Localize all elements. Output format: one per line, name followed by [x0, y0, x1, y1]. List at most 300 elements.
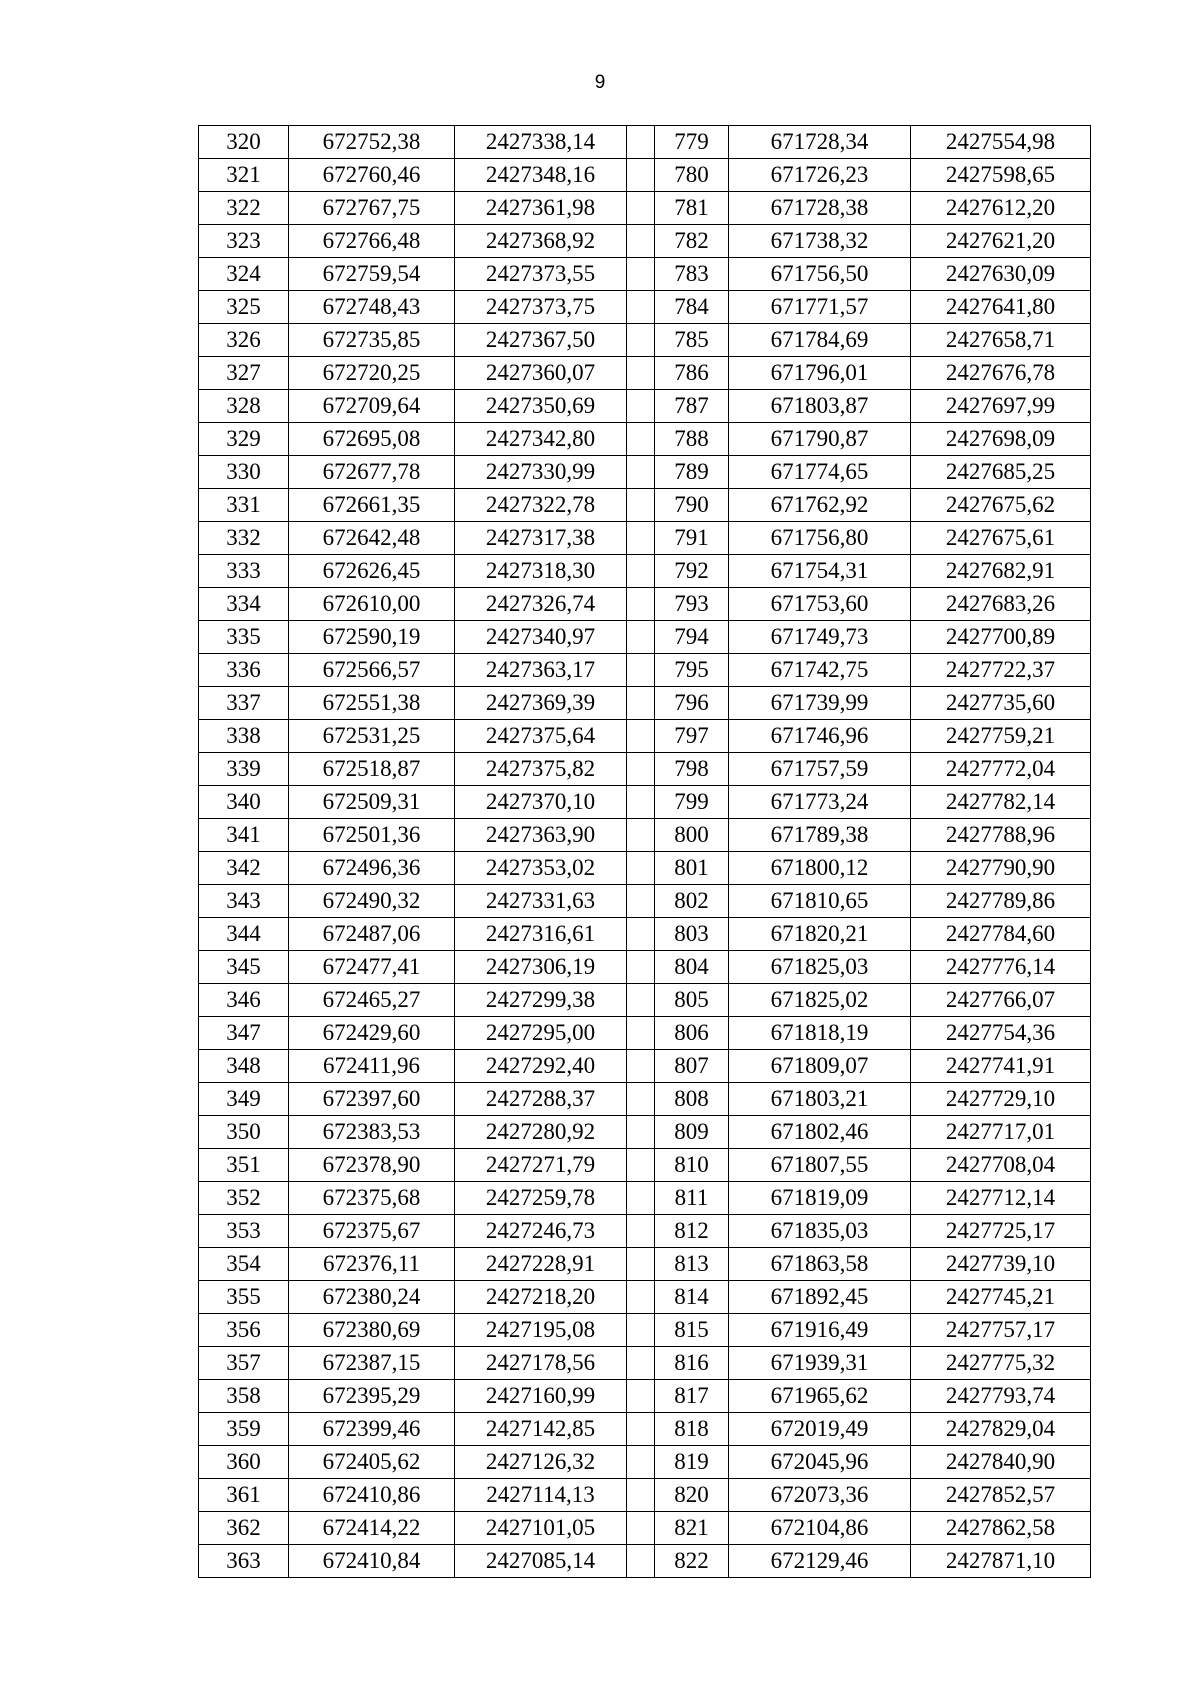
left-x-coordinate-cell: 672490,32 [289, 885, 455, 918]
table-row [199, 1215, 1091, 1248]
spacer-cell [627, 1149, 655, 1182]
spacer-cell [627, 1281, 655, 1314]
table-row [199, 291, 1091, 324]
left-x-coordinate-cell: 672709,64 [289, 390, 455, 423]
right-x-coordinate-cell: 671965,62 [729, 1380, 911, 1413]
left-y-coordinate-cell: 2427363,17 [455, 654, 627, 687]
right-y-coordinate-cell: 2427697,99 [911, 390, 1091, 423]
left-point-number-cell: 353 [199, 1215, 289, 1248]
right-point-number-cell: 810 [655, 1149, 729, 1182]
left-x-coordinate-cell: 672735,85 [289, 324, 455, 357]
spacer-cell [627, 1017, 655, 1050]
left-y-coordinate-cell: 2427085,14 [455, 1545, 627, 1578]
right-y-coordinate-cell: 2427784,60 [911, 918, 1091, 951]
right-point-number-cell: 782 [655, 225, 729, 258]
left-x-coordinate-cell: 672376,11 [289, 1248, 455, 1281]
left-point-number-cell: 341 [199, 819, 289, 852]
spacer-cell [627, 1512, 655, 1545]
right-y-coordinate-cell: 2427700,89 [911, 621, 1091, 654]
left-y-coordinate-cell: 2427288,37 [455, 1083, 627, 1116]
left-x-coordinate-cell: 672411,96 [289, 1050, 455, 1083]
right-point-number-cell: 793 [655, 588, 729, 621]
left-x-coordinate-cell: 672375,68 [289, 1182, 455, 1215]
right-y-coordinate-cell: 2427612,20 [911, 192, 1091, 225]
right-point-number-cell: 786 [655, 357, 729, 390]
table-row [199, 258, 1091, 291]
table-row [199, 1281, 1091, 1314]
right-x-coordinate-cell: 671771,57 [729, 291, 911, 324]
left-y-coordinate-cell: 2427299,38 [455, 984, 627, 1017]
table-row [199, 1314, 1091, 1347]
spacer-cell [627, 687, 655, 720]
left-point-number-cell: 352 [199, 1182, 289, 1215]
right-point-number-cell: 821 [655, 1512, 729, 1545]
right-y-coordinate-cell: 2427682,91 [911, 555, 1091, 588]
left-y-coordinate-cell: 2427373,75 [455, 291, 627, 324]
left-y-coordinate-cell: 2427316,61 [455, 918, 627, 951]
right-x-coordinate-cell: 671790,87 [729, 423, 911, 456]
left-y-coordinate-cell: 2427375,64 [455, 720, 627, 753]
left-point-number-cell: 332 [199, 522, 289, 555]
right-point-number-cell: 796 [655, 687, 729, 720]
right-y-coordinate-cell: 2427685,25 [911, 456, 1091, 489]
left-y-coordinate-cell: 2427101,05 [455, 1512, 627, 1545]
coordinates-table [198, 125, 1091, 1578]
right-x-coordinate-cell: 671810,65 [729, 885, 911, 918]
right-y-coordinate-cell: 2427717,01 [911, 1116, 1091, 1149]
table-row [199, 324, 1091, 357]
table-row [199, 1017, 1091, 1050]
left-y-coordinate-cell: 2427228,91 [455, 1248, 627, 1281]
right-y-coordinate-cell: 2427739,10 [911, 1248, 1091, 1281]
right-y-coordinate-cell: 2427722,37 [911, 654, 1091, 687]
right-x-coordinate-cell: 671809,07 [729, 1050, 911, 1083]
right-point-number-cell: 802 [655, 885, 729, 918]
left-point-number-cell: 362 [199, 1512, 289, 1545]
spacer-cell [627, 1479, 655, 1512]
right-point-number-cell: 809 [655, 1116, 729, 1149]
right-x-coordinate-cell: 671825,02 [729, 984, 911, 1017]
left-point-number-cell: 323 [199, 225, 289, 258]
right-y-coordinate-cell: 2427712,14 [911, 1182, 1091, 1215]
left-point-number-cell: 358 [199, 1380, 289, 1413]
right-point-number-cell: 807 [655, 1050, 729, 1083]
right-point-number-cell: 790 [655, 489, 729, 522]
right-x-coordinate-cell: 671819,09 [729, 1182, 911, 1215]
right-y-coordinate-cell: 2427729,10 [911, 1083, 1091, 1116]
left-y-coordinate-cell: 2427368,92 [455, 225, 627, 258]
left-y-coordinate-cell: 2427363,90 [455, 819, 627, 852]
spacer-cell [627, 225, 655, 258]
table-row [199, 555, 1091, 588]
left-x-coordinate-cell: 672518,87 [289, 753, 455, 786]
right-point-number-cell: 822 [655, 1545, 729, 1578]
table-row [199, 885, 1091, 918]
right-point-number-cell: 817 [655, 1380, 729, 1413]
spacer-cell [627, 1314, 655, 1347]
left-point-number-cell: 334 [199, 588, 289, 621]
left-x-coordinate-cell: 672380,69 [289, 1314, 455, 1347]
left-x-coordinate-cell: 672752,38 [289, 126, 455, 159]
right-point-number-cell: 785 [655, 324, 729, 357]
right-x-coordinate-cell: 671728,38 [729, 192, 911, 225]
table-row [199, 522, 1091, 555]
table-row [199, 1512, 1091, 1545]
spacer-cell [627, 489, 655, 522]
right-point-number-cell: 787 [655, 390, 729, 423]
right-point-number-cell: 814 [655, 1281, 729, 1314]
spacer-cell [627, 1413, 655, 1446]
spacer-cell [627, 753, 655, 786]
spacer-cell [627, 1050, 655, 1083]
page-number: 9 [594, 72, 606, 93]
left-y-coordinate-cell: 2427375,82 [455, 753, 627, 786]
left-point-number-cell: 326 [199, 324, 289, 357]
right-y-coordinate-cell: 2427554,98 [911, 126, 1091, 159]
right-x-coordinate-cell: 671802,46 [729, 1116, 911, 1149]
right-y-coordinate-cell: 2427675,61 [911, 522, 1091, 555]
left-x-coordinate-cell: 672551,38 [289, 687, 455, 720]
right-y-coordinate-cell: 2427676,78 [911, 357, 1091, 390]
left-y-coordinate-cell: 2427142,85 [455, 1413, 627, 1446]
left-point-number-cell: 330 [199, 456, 289, 489]
left-point-number-cell: 349 [199, 1083, 289, 1116]
right-y-coordinate-cell: 2427793,74 [911, 1380, 1091, 1413]
left-x-coordinate-cell: 672410,86 [289, 1479, 455, 1512]
spacer-cell [627, 918, 655, 951]
table-row [199, 489, 1091, 522]
right-point-number-cell: 792 [655, 555, 729, 588]
right-y-coordinate-cell: 2427772,04 [911, 753, 1091, 786]
left-x-coordinate-cell: 672414,22 [289, 1512, 455, 1545]
right-x-coordinate-cell: 671820,21 [729, 918, 911, 951]
left-x-coordinate-cell: 672661,35 [289, 489, 455, 522]
right-x-coordinate-cell: 671773,24 [729, 786, 911, 819]
left-point-number-cell: 324 [199, 258, 289, 291]
left-y-coordinate-cell: 2427292,40 [455, 1050, 627, 1083]
left-y-coordinate-cell: 2427348,16 [455, 159, 627, 192]
right-point-number-cell: 816 [655, 1347, 729, 1380]
right-x-coordinate-cell: 671756,50 [729, 258, 911, 291]
left-x-coordinate-cell: 672496,36 [289, 852, 455, 885]
spacer-cell [627, 885, 655, 918]
spacer-cell [627, 159, 655, 192]
left-point-number-cell: 344 [199, 918, 289, 951]
right-point-number-cell: 799 [655, 786, 729, 819]
left-y-coordinate-cell: 2427330,99 [455, 456, 627, 489]
left-point-number-cell: 333 [199, 555, 289, 588]
spacer-cell [627, 819, 655, 852]
left-x-coordinate-cell: 672566,57 [289, 654, 455, 687]
table-row [199, 1182, 1091, 1215]
right-y-coordinate-cell: 2427757,17 [911, 1314, 1091, 1347]
spacer-cell [627, 357, 655, 390]
spacer-cell [627, 852, 655, 885]
table-row [199, 1479, 1091, 1512]
spacer-cell [627, 456, 655, 489]
left-y-coordinate-cell: 2427370,10 [455, 786, 627, 819]
table-row [199, 786, 1091, 819]
left-y-coordinate-cell: 2427318,30 [455, 555, 627, 588]
spacer-cell [627, 126, 655, 159]
right-y-coordinate-cell: 2427862,58 [911, 1512, 1091, 1545]
spacer-cell [627, 1380, 655, 1413]
right-y-coordinate-cell: 2427782,14 [911, 786, 1091, 819]
right-x-coordinate-cell: 672129,46 [729, 1545, 911, 1578]
right-x-coordinate-cell: 671939,31 [729, 1347, 911, 1380]
left-y-coordinate-cell: 2427317,38 [455, 522, 627, 555]
left-point-number-cell: 357 [199, 1347, 289, 1380]
right-point-number-cell: 815 [655, 1314, 729, 1347]
left-point-number-cell: 348 [199, 1050, 289, 1083]
left-point-number-cell: 340 [199, 786, 289, 819]
left-point-number-cell: 350 [199, 1116, 289, 1149]
right-x-coordinate-cell: 672019,49 [729, 1413, 911, 1446]
left-y-coordinate-cell: 2427367,50 [455, 324, 627, 357]
left-x-coordinate-cell: 672487,06 [289, 918, 455, 951]
left-y-coordinate-cell: 2427322,78 [455, 489, 627, 522]
left-point-number-cell: 331 [199, 489, 289, 522]
spacer-cell [627, 423, 655, 456]
left-y-coordinate-cell: 2427126,32 [455, 1446, 627, 1479]
right-x-coordinate-cell: 671757,59 [729, 753, 911, 786]
right-point-number-cell: 806 [655, 1017, 729, 1050]
right-x-coordinate-cell: 671728,34 [729, 126, 911, 159]
right-x-coordinate-cell: 671762,92 [729, 489, 911, 522]
right-point-number-cell: 818 [655, 1413, 729, 1446]
left-y-coordinate-cell: 2427338,14 [455, 126, 627, 159]
left-y-coordinate-cell: 2427361,98 [455, 192, 627, 225]
spacer-cell [627, 192, 655, 225]
right-y-coordinate-cell: 2427829,04 [911, 1413, 1091, 1446]
spacer-cell [627, 984, 655, 1017]
spacer-cell [627, 555, 655, 588]
right-x-coordinate-cell: 671746,96 [729, 720, 911, 753]
left-y-coordinate-cell: 2427195,08 [455, 1314, 627, 1347]
left-x-coordinate-cell: 672395,29 [289, 1380, 455, 1413]
right-y-coordinate-cell: 2427790,90 [911, 852, 1091, 885]
right-point-number-cell: 779 [655, 126, 729, 159]
right-point-number-cell: 812 [655, 1215, 729, 1248]
right-point-number-cell: 784 [655, 291, 729, 324]
left-point-number-cell: 335 [199, 621, 289, 654]
spacer-cell [627, 720, 655, 753]
spacer-cell [627, 258, 655, 291]
spacer-cell [627, 786, 655, 819]
left-y-coordinate-cell: 2427353,02 [455, 852, 627, 885]
left-point-number-cell: 320 [199, 126, 289, 159]
right-x-coordinate-cell: 672045,96 [729, 1446, 911, 1479]
left-x-coordinate-cell: 672375,67 [289, 1215, 455, 1248]
spacer-cell [627, 1182, 655, 1215]
spacer-cell [627, 390, 655, 423]
left-point-number-cell: 359 [199, 1413, 289, 1446]
spacer-cell [627, 1347, 655, 1380]
right-y-coordinate-cell: 2427741,91 [911, 1050, 1091, 1083]
right-y-coordinate-cell: 2427776,14 [911, 951, 1091, 984]
left-x-coordinate-cell: 672626,45 [289, 555, 455, 588]
right-x-coordinate-cell: 671726,23 [729, 159, 911, 192]
left-x-coordinate-cell: 672759,54 [289, 258, 455, 291]
table-row [199, 1083, 1091, 1116]
right-point-number-cell: 798 [655, 753, 729, 786]
right-point-number-cell: 789 [655, 456, 729, 489]
right-point-number-cell: 800 [655, 819, 729, 852]
right-x-coordinate-cell: 671818,19 [729, 1017, 911, 1050]
right-x-coordinate-cell: 671800,12 [729, 852, 911, 885]
left-point-number-cell: 321 [199, 159, 289, 192]
left-x-coordinate-cell: 672429,60 [289, 1017, 455, 1050]
left-point-number-cell: 361 [199, 1479, 289, 1512]
left-y-coordinate-cell: 2427280,92 [455, 1116, 627, 1149]
left-y-coordinate-cell: 2427246,73 [455, 1215, 627, 1248]
spacer-cell [627, 1248, 655, 1281]
right-x-coordinate-cell: 671807,55 [729, 1149, 911, 1182]
left-point-number-cell: 347 [199, 1017, 289, 1050]
left-point-number-cell: 342 [199, 852, 289, 885]
left-y-coordinate-cell: 2427369,39 [455, 687, 627, 720]
left-x-coordinate-cell: 672380,24 [289, 1281, 455, 1314]
table-row [199, 951, 1091, 984]
left-y-coordinate-cell: 2427342,80 [455, 423, 627, 456]
left-point-number-cell: 322 [199, 192, 289, 225]
left-x-coordinate-cell: 672695,08 [289, 423, 455, 456]
right-y-coordinate-cell: 2427788,96 [911, 819, 1091, 852]
right-x-coordinate-cell: 671916,49 [729, 1314, 911, 1347]
left-x-coordinate-cell: 672378,90 [289, 1149, 455, 1182]
right-point-number-cell: 783 [655, 258, 729, 291]
right-x-coordinate-cell: 671784,69 [729, 324, 911, 357]
table-row [199, 192, 1091, 225]
left-y-coordinate-cell: 2427114,13 [455, 1479, 627, 1512]
right-x-coordinate-cell: 671774,65 [729, 456, 911, 489]
spacer-cell [627, 291, 655, 324]
right-x-coordinate-cell: 671742,75 [729, 654, 911, 687]
right-y-coordinate-cell: 2427630,09 [911, 258, 1091, 291]
left-x-coordinate-cell: 672720,25 [289, 357, 455, 390]
spacer-cell [627, 1116, 655, 1149]
right-y-coordinate-cell: 2427698,09 [911, 423, 1091, 456]
right-y-coordinate-cell: 2427871,10 [911, 1545, 1091, 1578]
spacer-cell [627, 1215, 655, 1248]
right-y-coordinate-cell: 2427675,62 [911, 489, 1091, 522]
left-y-coordinate-cell: 2427218,20 [455, 1281, 627, 1314]
left-x-coordinate-cell: 672642,48 [289, 522, 455, 555]
right-point-number-cell: 804 [655, 951, 729, 984]
left-point-number-cell: 336 [199, 654, 289, 687]
left-y-coordinate-cell: 2427326,74 [455, 588, 627, 621]
spacer-cell [627, 621, 655, 654]
spacer-cell [627, 1083, 655, 1116]
left-x-coordinate-cell: 672610,00 [289, 588, 455, 621]
table-row [199, 1116, 1091, 1149]
left-y-coordinate-cell: 2427360,07 [455, 357, 627, 390]
right-point-number-cell: 788 [655, 423, 729, 456]
right-point-number-cell: 819 [655, 1446, 729, 1479]
right-x-coordinate-cell: 671753,60 [729, 588, 911, 621]
left-point-number-cell: 346 [199, 984, 289, 1017]
right-point-number-cell: 820 [655, 1479, 729, 1512]
table-row [199, 159, 1091, 192]
table-row [199, 1050, 1091, 1083]
left-x-coordinate-cell: 672531,25 [289, 720, 455, 753]
spacer-cell [627, 951, 655, 984]
table-row [199, 1380, 1091, 1413]
left-y-coordinate-cell: 2427306,19 [455, 951, 627, 984]
right-point-number-cell: 811 [655, 1182, 729, 1215]
left-x-coordinate-cell: 672590,19 [289, 621, 455, 654]
table-row [199, 225, 1091, 258]
left-point-number-cell: 360 [199, 1446, 289, 1479]
table-row [199, 357, 1091, 390]
table-row [199, 753, 1091, 786]
table-row [199, 654, 1091, 687]
table-row [199, 621, 1091, 654]
right-x-coordinate-cell: 671754,31 [729, 555, 911, 588]
right-point-number-cell: 803 [655, 918, 729, 951]
left-y-coordinate-cell: 2427373,55 [455, 258, 627, 291]
coordinates-table-body [199, 126, 1091, 1578]
right-point-number-cell: 795 [655, 654, 729, 687]
left-point-number-cell: 337 [199, 687, 289, 720]
left-point-number-cell: 356 [199, 1314, 289, 1347]
table-row [199, 588, 1091, 621]
left-y-coordinate-cell: 2427295,00 [455, 1017, 627, 1050]
right-point-number-cell: 813 [655, 1248, 729, 1281]
left-point-number-cell: 345 [199, 951, 289, 984]
right-x-coordinate-cell: 671738,32 [729, 225, 911, 258]
right-y-coordinate-cell: 2427725,17 [911, 1215, 1091, 1248]
right-x-coordinate-cell: 671796,01 [729, 357, 911, 390]
left-point-number-cell: 363 [199, 1545, 289, 1578]
left-x-coordinate-cell: 672477,41 [289, 951, 455, 984]
left-x-coordinate-cell: 672399,46 [289, 1413, 455, 1446]
right-y-coordinate-cell: 2427852,57 [911, 1479, 1091, 1512]
left-point-number-cell: 339 [199, 753, 289, 786]
right-x-coordinate-cell: 671803,87 [729, 390, 911, 423]
right-point-number-cell: 781 [655, 192, 729, 225]
table-row [199, 1413, 1091, 1446]
left-x-coordinate-cell: 672410,84 [289, 1545, 455, 1578]
table-row [199, 126, 1091, 159]
right-y-coordinate-cell: 2427766,07 [911, 984, 1091, 1017]
left-point-number-cell: 351 [199, 1149, 289, 1182]
right-point-number-cell: 805 [655, 984, 729, 1017]
right-x-coordinate-cell: 672104,86 [729, 1512, 911, 1545]
left-x-coordinate-cell: 672383,53 [289, 1116, 455, 1149]
table-row [199, 390, 1091, 423]
left-x-coordinate-cell: 672509,31 [289, 786, 455, 819]
spacer-cell [627, 1545, 655, 1578]
right-x-coordinate-cell: 671863,58 [729, 1248, 911, 1281]
right-y-coordinate-cell: 2427658,71 [911, 324, 1091, 357]
spacer-cell [627, 654, 655, 687]
right-x-coordinate-cell: 672073,36 [729, 1479, 911, 1512]
left-point-number-cell: 343 [199, 885, 289, 918]
right-y-coordinate-cell: 2427789,86 [911, 885, 1091, 918]
left-y-coordinate-cell: 2427271,79 [455, 1149, 627, 1182]
left-y-coordinate-cell: 2427178,56 [455, 1347, 627, 1380]
left-x-coordinate-cell: 672767,75 [289, 192, 455, 225]
table-row [199, 456, 1091, 489]
left-point-number-cell: 327 [199, 357, 289, 390]
left-point-number-cell: 355 [199, 1281, 289, 1314]
left-y-coordinate-cell: 2427259,78 [455, 1182, 627, 1215]
left-point-number-cell: 338 [199, 720, 289, 753]
table-row [199, 1446, 1091, 1479]
left-point-number-cell: 329 [199, 423, 289, 456]
left-x-coordinate-cell: 672677,78 [289, 456, 455, 489]
